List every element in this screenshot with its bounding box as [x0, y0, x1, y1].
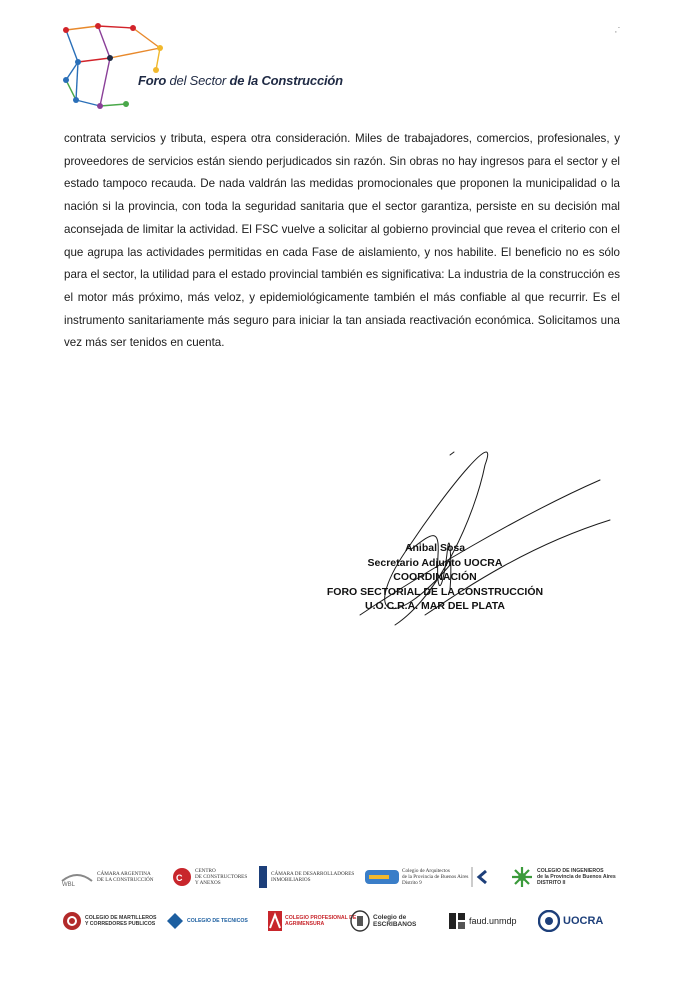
sponsor-label: COLEGIO DE INGENIEROS de la Provincia de Buenos Aires DISTRITO II	[537, 868, 616, 886]
signer-name: Anibal Sosa	[404, 542, 466, 554]
sponsor-label: faud.unmdp	[469, 916, 517, 926]
faud-logo-icon	[448, 912, 466, 930]
sponsor-logos-row-2	[60, 906, 620, 942]
org-title-prefix: Foro	[138, 73, 167, 88]
sponsor-arrow-mark	[470, 862, 492, 892]
sponsor-colegio-ingenieros	[510, 862, 616, 892]
signer-forum: FORO SECTORIAL DE LA CONSTRUCCIÓN	[326, 585, 544, 598]
signer-dept: COORDINACIÓN	[393, 571, 477, 584]
sponsor-label: CENTRO DE CONSTRUCTORES Y ANEXOS	[195, 868, 248, 886]
body-paragraph: contrata servicios y tributa, espera otra consideración. Miles de trabajadores, comercios, profesionales, y proveedores de servicios están siendo perjudicados sin razón. Sin obras no hay ingresos para el sector y el estado tampoco recauda. De nada valdrán las medidas promocionales que proponen la municipalidad o la nación si la provincia, con toda la seguridad sanitaria que el sector garantiza, persiste en su decisión mal aconsejada de limitar la actividad. El FSC vuelve a solicitar al gobierno provincial que revea el criterio con el que agrupa las actividades permitidas en cada Fase de aislamiento, y nos habilite. El beneficio no es sólo para el sector, la utilidad para el estado provincial también es significativa: La industria de la construcción es el motor más próximo, más veloz, y epidemiológicamente también el más confiable al que recurrir. Es el instrumento sanitariamente más seguro para iniciar la tan ansiada reactivación económica. Solicitamos una vez más ser tenidos en cuenta.	[64, 132, 620, 350]
svg-text:WBL: WBL	[62, 882, 76, 887]
sponsor-martilleros	[62, 906, 156, 936]
sponsor-colegio-arquitectos	[365, 862, 468, 892]
sponsor-centro-constructores	[172, 862, 247, 892]
sponsor-label: UOCRA	[563, 915, 604, 927]
sponsor-escribanos	[350, 906, 416, 936]
signature-block	[300, 541, 570, 614]
sponsor-faud	[448, 906, 517, 936]
scan-mark: ·˙	[614, 26, 622, 38]
centro-constructores-logo-icon	[172, 867, 192, 887]
sponsor-camara-desarrolladores	[258, 862, 354, 892]
agrimensura-logo-icon	[268, 911, 282, 931]
sponsor-colegio-tecnicos	[166, 906, 248, 936]
sponsor-label: COLEGIO PROFESIONAL DE AGRIMENSURA	[285, 915, 357, 927]
arrow-mark-logo-icon	[470, 866, 492, 888]
sponsor-cac	[60, 862, 154, 892]
signer-location: U.O.C.R.A. MAR DEL PLATA	[365, 600, 505, 613]
sponsor-label: COLEGIO DE MARTILLEROS Y CORREDORES PUBLICOS	[85, 915, 157, 927]
sponsor-label: COLEGIO DE TECNICOS	[187, 918, 248, 924]
signer-role: Secretario Adjunto UOCRA	[367, 556, 503, 569]
colegio-tecnicos-logo-icon	[166, 912, 184, 930]
org-title	[138, 73, 343, 88]
colegio-ingenieros-logo-icon	[510, 865, 534, 889]
sponsor-label: CÁMARA DE DESARROLLADORES INMOBILIARIOS	[271, 871, 355, 883]
sponsor-label: CÁMARA ARGENTINA DE LA CONSTRUCCIÓN	[97, 871, 154, 883]
escribanos-logo-icon	[350, 910, 370, 932]
org-title-suffix: de la Construcción	[229, 73, 343, 88]
svg-text:C: C	[176, 873, 183, 883]
org-title-middle: del Sector	[166, 73, 230, 88]
sponsor-uocra	[538, 906, 603, 936]
sponsor-agrimensura	[268, 906, 356, 936]
colegio-arquitectos-logo-icon	[365, 868, 399, 886]
sponsor-label: Colegio de Arquitectos de la Provincia de Buenos Aires Distrito 9	[402, 868, 469, 886]
camara-desarrolladores-logo-icon	[258, 865, 268, 889]
cac-logo-icon	[60, 867, 94, 887]
sponsor-logos-row-1	[60, 862, 620, 898]
uocra-logo-icon	[538, 910, 560, 932]
martilleros-logo-icon	[62, 911, 82, 931]
sponsor-label: Colegio de ESCRIBANOS	[373, 914, 417, 928]
fsc-logo-icon	[58, 20, 178, 115]
